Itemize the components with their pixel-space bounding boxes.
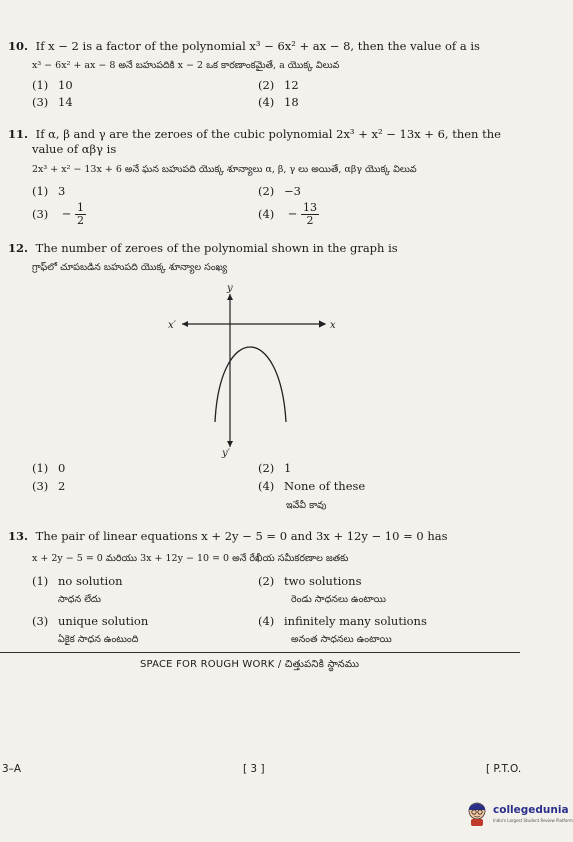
option-2: (2) two solutions [258,574,362,588]
question-13 [8,528,528,544]
footer-code: 3–A [2,763,22,775]
question-number: 12. [8,241,29,255]
y-axis-label: y [227,283,233,294]
question-12 [8,240,528,256]
option-3: (3) − $\frac{1}{2}$ [32,201,84,227]
option-4: (4) infinitely many solutions [258,614,427,628]
option-3: (3) unique solution [32,614,149,628]
page-number: [ 3 ] [243,763,265,775]
question-text-en: If α, β and γ are the zeroes of the cubic polynomial 2x³ + x² − 13x + 6, then the [35,127,501,141]
question-text-en: If x − 2 is a factor of the polynomial x³ − 6x² + ax − 8, then the value of a is [35,39,480,53]
question-10 [8,38,528,54]
question-text-en: The pair of linear equations x + 2y − 5 = 0 and 3x + 12y − 10 = 0 has [35,529,448,543]
option-3: (3) 14 [32,95,73,109]
question-text-te: గ్రాఫ్‌లో చూపబడిన బహుపది యొక్క శూన్యాల సంఖ్య [32,262,228,273]
option-4: (4) − $\frac{13}{2}$ [258,201,317,227]
question-text-te: 2x³ + x² − 13x + 6 అనే ఘన బహుపది యొక్క శూన్యాలు α, β, γ లు అయితే, αβγ యొక్క విలువ [32,164,417,175]
option-4: (4) 18 [258,95,299,109]
pto-label: [ P.T.O. [486,763,522,775]
option-1: (1) 10 [32,78,73,92]
logo-tagline: India's Largest Student Review Platform [493,818,573,823]
parabola-curve [215,347,286,422]
option-4-te: అనంత సాధనలు ఉంటాయి [291,634,392,645]
question-text-te: x³ − 6x² + ax − 8 అనే బహుపదికి x − 2 ఒక కారణాంకమైతే, a యొక్క విలువ [32,60,340,71]
mascot-icon [465,801,489,827]
option-2: (2) −3 [258,184,301,198]
x-axis-label: x [330,320,336,331]
option-2: (2) 12 [258,78,299,92]
question-number: 13. [8,529,29,543]
section-divider [0,652,520,653]
collegedunia-logo [465,801,573,831]
option-1: (1) 3 [32,184,66,198]
logo-text: collegedunia [493,804,569,816]
y-prime-label: y′ [222,448,230,459]
rough-work-heading: SPACE FOR ROUGH WORK / చిత్తుపనికి స్థానము [140,659,360,670]
polynomial-graph [160,282,350,457]
option-2-te: రెండు సాధనలు ఉంటాయి [291,594,386,605]
option-4-te: ఇవేవీ కావు [286,500,327,511]
question-text-te: x + 2y − 5 = 0 మరియు 3x + 12y − 10 = 0 అనే రేఖీయ సమీకరణాల జతకు [32,553,349,564]
option-3-te: ఏకైక సాధన ఉంటుంది [58,634,139,645]
question-text-en-line2: value of αβγ is [32,142,117,156]
question-number: 10. [8,39,29,53]
option-3: (3) 2 [32,479,66,493]
question-text-en: The number of zeroes of the polynomial shown in the graph is [35,241,398,255]
option-1-te: సాధన లేదు [58,594,101,605]
option-2: (2) 1 [258,461,292,475]
x-prime-label: x′ [168,320,176,331]
option-1: (1) no solution [32,574,123,588]
option-4: (4) None of these [258,479,366,493]
question-11 [8,126,528,142]
question-number: 11. [8,127,29,141]
option-1: (1) 0 [32,461,66,475]
